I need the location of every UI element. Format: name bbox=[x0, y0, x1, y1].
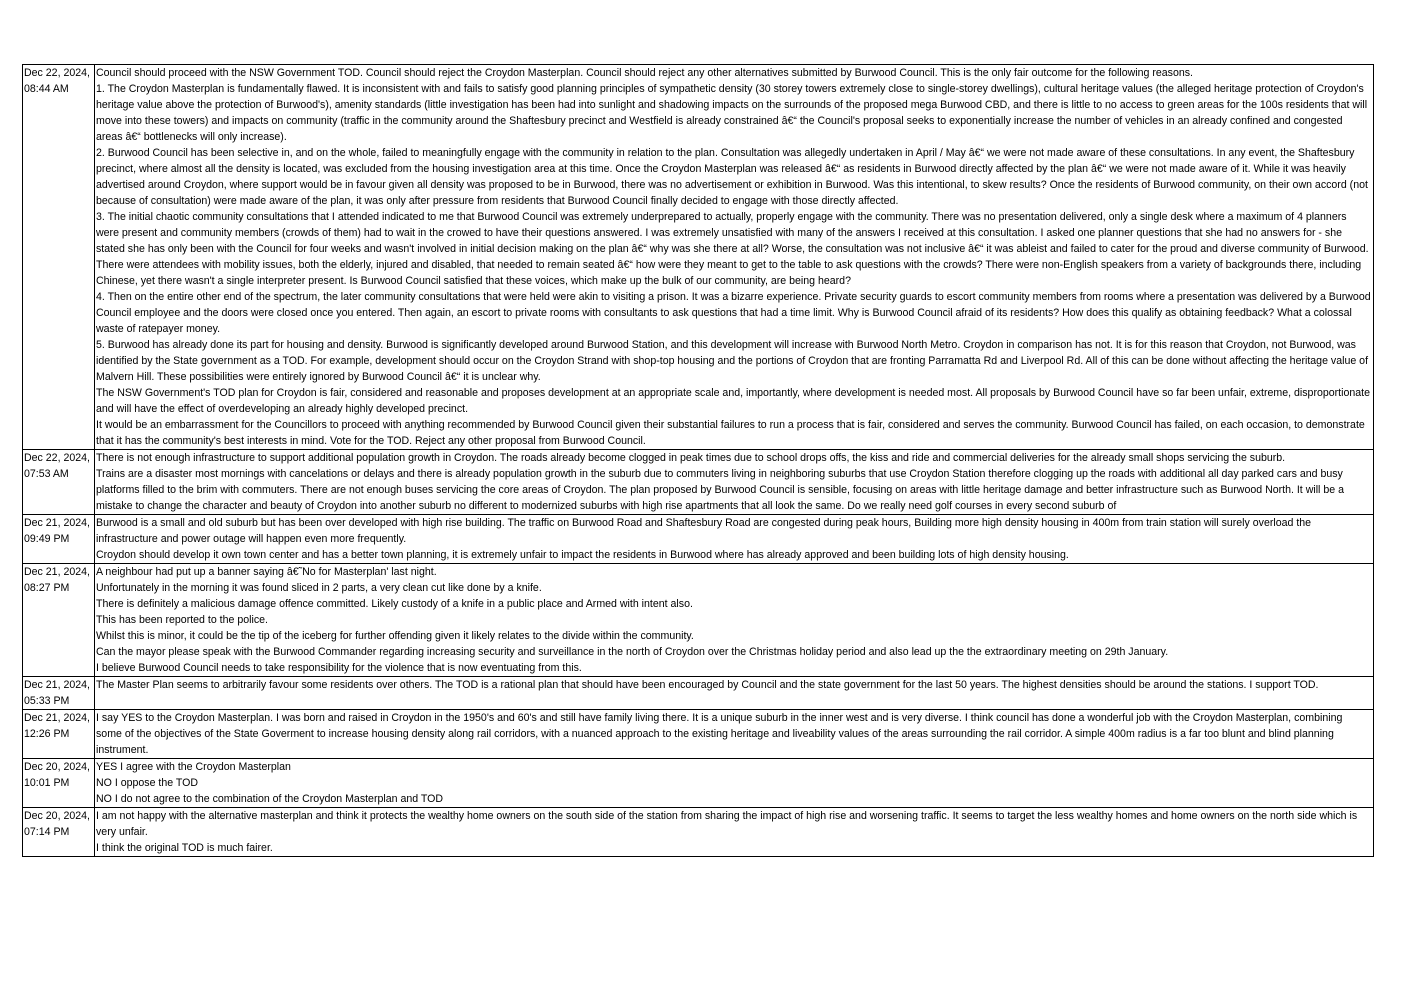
comment-paragraph: 5. Burwood has already done its part for housing and density. Burwood is significantly developed around Burwood Station, and this development will increase with Burwood North Metro. Croydon in comparison has not. It is for this reason that Croydon, not Burwood, was identified by the State government as a TOD. For example, development should occur on the Croydon Strand with shop-top housing and the portions of Croydon that are fronting Parramatta Rd and Liverpool Rd. All of this can be done without affecting the heritage value of Malvern Hill. These possibilities were entirely ignored by Burwood Council â€“ it is unclear why. bbox=[96, 339, 1369, 383]
comment-date: Dec 22, 2024, bbox=[24, 452, 90, 464]
table-row bbox=[23, 450, 1374, 515]
date-cell bbox=[23, 710, 95, 759]
comment-paragraph: A neighbour had put up a banner saying â€˜No for Masterplan' last night. bbox=[96, 566, 437, 578]
date-cell bbox=[23, 450, 95, 515]
comment-time: 09:49 PM bbox=[24, 533, 70, 545]
comment-paragraph: NO I oppose the TOD bbox=[96, 777, 199, 789]
comment-paragraph: 4. Then on the entire other end of the spectrum, the later community consultations that were held were akin to visiting a prison. It was a bizarre experience. Private security guards to escort community members from rooms where a presentation was delivered by a Burwood Council employee and the doors were closed once you entered. Then again, an escort to private rooms with consultants to ask questions that had a time limit. Why is Burwood Council afraid of its residents? How does this qualify as obtaining feedback? What a colossal waste of ratepayer money. bbox=[96, 291, 1371, 335]
table-row bbox=[23, 564, 1374, 677]
comment-paragraph: I believe Burwood Council needs to take responsibility for the violence that is now eventuating from this. bbox=[96, 662, 582, 674]
comment-paragraph: Whilst this is minor, it could be the tip of the iceberg for further offending given it likely relates to the divide within the community. bbox=[96, 630, 694, 642]
comment-paragraph: The Master Plan seems to arbitrarily favour some residents over others. The TOD is a rational plan that should have been encouraged by Council and the state government for the last 50 years. The highest densities should be around the stations. I support TOD. bbox=[96, 679, 1319, 691]
comment-paragraph: NO I do not agree to the combination of the Croydon Masterplan and TOD bbox=[96, 793, 444, 805]
comment-date: Dec 21, 2024, bbox=[24, 517, 90, 529]
comment-time: 07:53 AM bbox=[24, 468, 69, 480]
comment-paragraph: There is not enough infrastructure to support additional population growth in Croydon. The roads already become clogged in peak times due to school drops offs, the kiss and ride and commercial deliveries for the already small shops servicing the suburb. bbox=[96, 452, 1286, 464]
comment-date: Dec 22, 2024, bbox=[24, 67, 90, 79]
comment-paragraph: I think the original TOD is much fairer. bbox=[96, 842, 273, 854]
comment-body bbox=[96, 677, 1371, 693]
comment-body bbox=[96, 450, 1371, 514]
table-row bbox=[23, 677, 1374, 710]
table-row bbox=[23, 710, 1374, 759]
comment-paragraph: Unfortunately in the morning it was found sliced in 2 parts, a very clean cut like done by a knife. bbox=[96, 582, 542, 594]
comment-cell bbox=[95, 515, 1374, 564]
comment-time: 10:01 PM bbox=[24, 777, 70, 789]
table-row bbox=[23, 65, 1374, 450]
comment-paragraph: Croydon should develop it own town center and has a better town planning, it is extremely unfair to impact the residents in Burwood where has already approved and been building lots of high density housing. bbox=[96, 549, 1069, 561]
date-cell bbox=[23, 759, 95, 808]
table-row bbox=[23, 515, 1374, 564]
comment-paragraph: I am not happy with the alternative masterplan and think it protects the wealthy home owners on the south side of the station from sharing the impact of high rise and worsening traffic. It seems to target the less wealthy homes and home owners on the north side which is very unfair. bbox=[96, 810, 1358, 838]
comment-paragraph: 1. The Croydon Masterplan is fundamentally flawed. It is inconsistent with and fails to satisfy good planning principles of sympathetic density (30 storey towers extremely close to single-storey dwellings), cultural heritage values (the alleged heritage protection of Croydon's heritage value above the protection of Burwood's), amenity standards (little investigation has been had into sunlight and shadowing impacts on the surrounds of the proposed mega Burwood CBD, and there is little to no access to green areas for the 100s residents that will move into these towers) and impacts on community (traffic in the community around the Shaftesbury precinct and Westfield is already constrained â€“ the Council's proposal seeks to exponentially increase the number of vehicles in an already confined and congested areas â€“ bottlenecks will only increase). bbox=[96, 83, 1368, 143]
comment-paragraph: Burwood is a small and old suburb but has been over developed with high rise building. The traffic on Burwood Road and Shaftesbury Road are congested during peak hours, Building more high density housing in 400m from train station will surely overload the infrastructure and power outage will happen even more frequently. bbox=[96, 517, 1312, 545]
comment-body bbox=[96, 808, 1371, 856]
comment-body bbox=[96, 65, 1371, 449]
comment-date: Dec 21, 2024, bbox=[24, 712, 90, 724]
date-cell bbox=[23, 564, 95, 677]
comment-paragraph: This has been reported to the police. bbox=[96, 614, 268, 626]
comment-cell bbox=[95, 564, 1374, 677]
comment-body bbox=[96, 515, 1371, 563]
comment-cell bbox=[95, 65, 1374, 450]
comment-paragraph: Can the mayor please speak with the Burwood Commander regarding increasing security and surveillance in the north of Croydon over the Christmas holiday period and also lead up the the extraordinary meeting on 29th January. bbox=[96, 646, 1169, 658]
comment-body bbox=[96, 759, 1371, 807]
comment-cell bbox=[95, 710, 1374, 759]
comment-date: Dec 21, 2024, bbox=[24, 679, 90, 691]
comment-time: 07:14 PM bbox=[24, 826, 70, 838]
table-row bbox=[23, 759, 1374, 808]
comment-paragraph: 3. The initial chaotic community consultations that I attended indicated to me that Burwood Council was extremely underprepared to actually, properly engage with the community. There was no presentation delivered, only a single desk where a maximum of 4 planners were present and community members (crowds of them) had to wait in the crowed to have their questions answered. I was extremely unsatisfied with many of the answers I received at this consultation. I asked one planner questions that she had no answers for - she stated she has only been with the Council for four weeks and wasn't involved in initial decision making on the plan â€“ why was she there at all? Worse, the consultation was not inclusive â€“ it was ableist and failed to cater for the proud and diverse community of Burwood. There were attendees with mobility issues, both the elderly, injured and disabled, that needed to remain seated â€“ how were they meant to get to the table to ask questions with the crowds? There were non-English speakers from a variety of backgrounds there, including Chinese, yet there wasn't a single interpreter present. Is Burwood Council satisfied that these voices, which make up the bulk of our community, are being heard? bbox=[96, 211, 1369, 287]
date-cell bbox=[23, 65, 95, 450]
comment-paragraph: Council should proceed with the NSW Government TOD. Council should reject the Croydon Masterplan. Council should reject any other alternatives submitted by Burwood Council. This is the only fair outcome for the following reasons. bbox=[96, 67, 1194, 79]
comments-table-body bbox=[23, 65, 1374, 857]
comment-time: 12:26 PM bbox=[24, 728, 70, 740]
table-row bbox=[23, 808, 1374, 857]
comment-date: Dec 20, 2024, bbox=[24, 761, 90, 773]
comment-paragraph: YES I agree with the Croydon Masterplan bbox=[96, 761, 291, 773]
comment-body bbox=[96, 710, 1371, 758]
comment-paragraph: 2. Burwood Council has been selective in, and on the whole, failed to meaningfully engage with the community in relation to the plan. Consultation was allegedly undertaken in April / May â€“ we were not made aware of these consultations. In any event, the Shaftesbury precinct, where almost all the density is located, was excluded from the housing investigation area at this time. Once the Croydon Masterplan was released â€“ as residents in Burwood directly affected by the plan â€“ we were not made aware of it. While it was heavily advertised around Croydon, where support would be in favour given all density was proposed to be in Burwood, there was no advertisement or exhibition in Burwood. Was this intentional, to skew results? Once the residents of Burwood community, on their own accord (not because of consultation) were made aware of the plan, it was only after pressure from residents that Burwood Council finally decided to engage with those directly affected. bbox=[96, 147, 1368, 207]
comment-cell bbox=[95, 759, 1374, 808]
comment-cell bbox=[95, 450, 1374, 515]
comments-table bbox=[22, 64, 1374, 857]
comment-date: Dec 20, 2024, bbox=[24, 810, 90, 822]
comment-time: 05:33 PM bbox=[24, 695, 70, 707]
comment-cell bbox=[95, 677, 1374, 710]
comment-cell bbox=[95, 808, 1374, 857]
date-cell bbox=[23, 515, 95, 564]
date-cell bbox=[23, 808, 95, 857]
comment-paragraph: Trains are a disaster most mornings with cancelations or delays and there is already population growth in the suburb due to commuters living in neighboring suburbs that use Croydon Station therefore clogging up the roads with additional all day parked cars and busy platforms filled to the brim with commuters. There are not enough buses servicing the core areas of Croydon. The plan proposed by Burwood Council is sensible, focusing on areas with little heritage damage and better infrastructure such as Burwood North. It will be a mistake to change the character and beauty of Croydon into another suburb no different to modernized suburbs with high rise apartments that all look the same. Do we really need golf courses in every second suburb of bbox=[96, 468, 1344, 512]
comment-paragraph: There is definitely a malicious damage offence committed. Likely custody of a knife in a public place and Armed with intent also. bbox=[96, 598, 693, 610]
comment-body bbox=[96, 564, 1371, 676]
comment-time: 08:44 AM bbox=[24, 83, 69, 95]
date-cell bbox=[23, 677, 95, 710]
comment-time: 08:27 PM bbox=[24, 582, 70, 594]
comment-paragraph: The NSW Government's TOD plan for Croydon is fair, considered and reasonable and proposes development at an appropriate scale and, importantly, where development is needed most. All proposals by Burwood Council have so far been unfair, extreme, disproportionate and will have the effect of overdeveloping an already highly developed precinct. bbox=[96, 387, 1370, 415]
comment-date: Dec 21, 2024, bbox=[24, 566, 90, 578]
comment-paragraph: It would be an embarrassment for the Councillors to proceed with anything recommended by Burwood Council given their substantial failures to run a process that is fair, considered and serves the community. Burwood Council has failed, on each occasion, to demonstrate that it has the community's best interests in mind. Vote for the TOD. Reject any other proposal from Burwood Council. bbox=[96, 419, 1365, 447]
comment-paragraph: I say YES to the Croydon Masterplan. I was born and raised in Croydon in the 1950's and 60's and still have family living there. It is a unique suburb in the inner west and is very diverse. I think council has done a wonderful job with the Croydon Masterplan, combining some of the objectives of the State Goverment to increase housing density along rail corridors, with a nuanced approach to the existing heritage and liveability values of the areas surrounding the rail corridor. A simple 400m radius is a far too blunt and blind planning instrument. bbox=[96, 712, 1343, 756]
